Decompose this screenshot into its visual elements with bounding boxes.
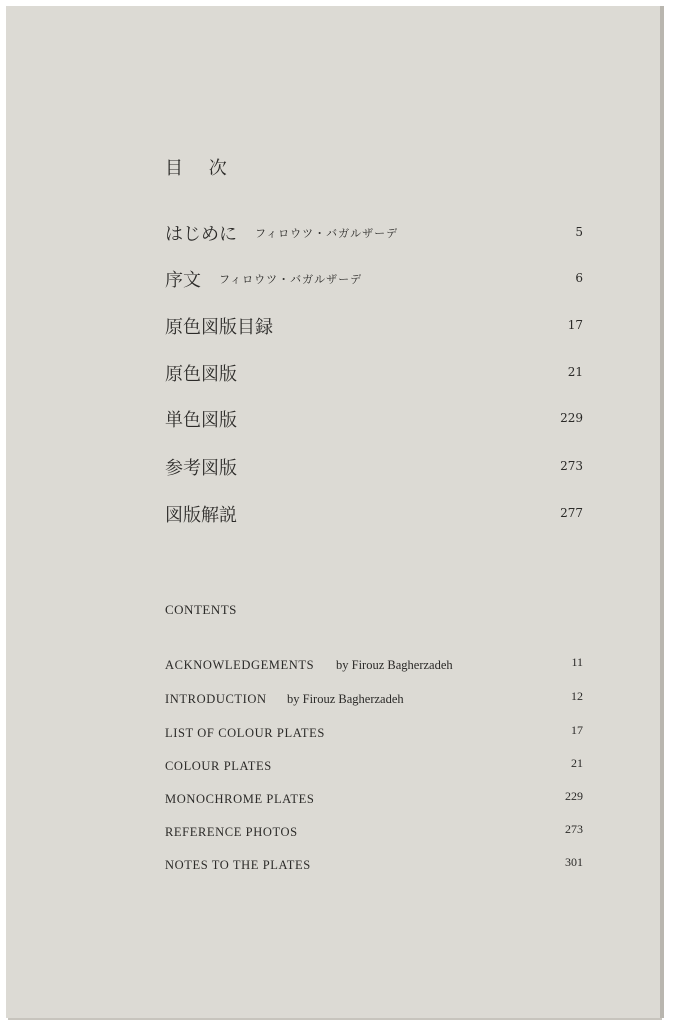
en-toc-entry (165, 655, 583, 676)
jp-toc-entry (165, 266, 583, 290)
en-toc-entry (165, 756, 583, 777)
jp-entry-author: フィロウツ・バガルザーデ (255, 227, 399, 240)
jp-entry-page: 229 (560, 411, 583, 425)
jp-entry-page: 277 (560, 506, 583, 520)
jp-toc-title: 目 次 (165, 158, 237, 179)
jp-toc-entry (165, 220, 583, 244)
en-entry-label: COLOUR PLATES (165, 759, 272, 773)
en-entry-label: LIST OF COLOUR PLATES (165, 726, 325, 740)
en-toc-title: CONTENTS (165, 602, 237, 617)
jp-entry-label: 序文 (165, 270, 201, 291)
jp-entry-page: 17 (567, 318, 583, 332)
jp-entry-label: 原色図版目録 (165, 317, 273, 338)
jp-entry-label: 単色図版 (165, 410, 237, 431)
en-entry-page: 17 (571, 723, 583, 737)
en-toc-entry (165, 822, 583, 843)
jp-entry-page: 273 (560, 459, 583, 473)
jp-toc-entry (165, 501, 583, 525)
jp-toc-entry (165, 360, 583, 384)
jp-entry-page: 21 (567, 365, 583, 379)
jp-entry-label: 原色図版 (165, 364, 237, 385)
jp-entry-author: フィロウツ・バガルザーデ (219, 273, 363, 286)
en-entry-page: 229 (565, 789, 583, 803)
en-entry-label: INTRODUCTION (165, 692, 267, 706)
en-entry-label: REFERENCE PHOTOS (165, 825, 298, 839)
jp-toc-entry (165, 406, 583, 430)
en-entry-page: 11 (571, 655, 583, 669)
jp-entry-page: 5 (575, 225, 583, 239)
en-toc-entry (165, 789, 583, 810)
en-toc-entry (165, 689, 583, 710)
en-entry-label: NOTES TO THE PLATES (165, 858, 311, 872)
en-entry-label: ACKNOWLEDGEMENTS (165, 658, 315, 672)
en-entry-author: by Firouz Bagherzadeh (287, 692, 404, 706)
en-entry-page: 12 (571, 689, 583, 703)
jp-entry-label: 参考図版 (165, 458, 237, 479)
en-entry-label: MONOCHROME PLATES (165, 792, 315, 806)
jp-entry-page: 6 (575, 271, 583, 285)
jp-entry-label: 図版解説 (165, 505, 237, 526)
en-entry-page: 301 (565, 855, 583, 869)
en-entry-author: by Firouz Bagherzadeh (336, 658, 453, 672)
jp-toc-entry (165, 454, 583, 478)
en-entry-page: 273 (565, 822, 583, 836)
en-toc-entry (165, 855, 583, 876)
page-edge (660, 6, 664, 1018)
en-entry-page: 21 (571, 756, 583, 770)
jp-toc-entry (165, 313, 583, 337)
jp-entry-label: はじめに (165, 224, 237, 245)
en-toc-entry (165, 723, 583, 744)
